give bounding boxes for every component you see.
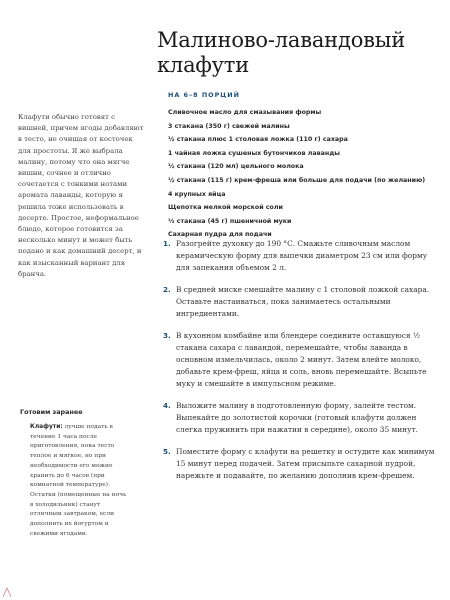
step-number: 4.	[163, 401, 171, 410]
ingredient-item: 1 чайная ложка сушеных бутончиков лаванды	[168, 149, 340, 157]
step-item	[163, 400, 438, 436]
step-text: В средней миске смешайте малину с 1 столовой ложкой сахара. Оставьте настаиваться, пока занимаетесь остальными ингредиентами.	[176, 285, 430, 318]
step-number: 3.	[163, 331, 171, 340]
step-text: Выложите малину в подготовленную форму, залейте тестом. Выпекайте до золотистой корочки (готовый клафути должен слегка пружинить при нажатии в середине), около 35 минут.	[176, 401, 418, 434]
ingredient-list	[168, 109, 430, 245]
title-line: Малиново-лавандовый	[157, 28, 406, 52]
step-list	[163, 238, 438, 482]
servings-label: НА 6–8 ПОРЦИЙ	[168, 91, 240, 99]
ingredient-item: ½ стакана (115 г) крем-фреша или больше для подачи (по желанию)	[168, 176, 426, 184]
make-ahead-text: лучше подать в течение 1 часа после приготовления, пока тесто теплое и мягкое, но при необходимости его можно хранить до 6 часов (при комнатной температуре). Остатки (помещенные на ночь в холодильник) станут отличным завтраком, если дополнить их йогуртом и свежими ягодами.	[30, 424, 127, 537]
ingredient-item: 3 стакана (350 г) свежей малины	[168, 122, 290, 130]
title-line: клафути	[157, 53, 249, 77]
step-item	[163, 284, 438, 320]
ingredient-item: Щепотка мелкой морской соли	[168, 204, 283, 212]
ingredient-item: ½ стакана (120 мл) цельного молока	[168, 163, 304, 171]
step-item	[163, 330, 438, 390]
corner-mark-icon	[2, 586, 12, 598]
step-text: В кухонном комбайне или блендере соедините оставшуюся ½ стакана сахара с лавандой, перемешайте, чтобы лаванда в основном измельчилась, около 2 минут. Затем влейте молоко, добавьте крем-фреш, яйца и соль, вновь перемешайте. Всыпьте муку и смешайте в импульсном режиме.	[176, 331, 427, 388]
ingredient-item: ⅓ стакана (45 г) пшеничной муки	[168, 217, 292, 225]
step-number: 1.	[163, 239, 171, 248]
make-ahead-label: Клафути:	[30, 424, 63, 430]
step-number: 5.	[163, 447, 171, 456]
ingredient-item: Сливочное масло для смазывания формы	[168, 109, 322, 116]
step-text: Поместите форму с клафути на решетку и остудите как минимум 15 минут перед подачей. Затем присыпьте сахарной пудрой, нарежьте и подавайте, по желанию дополнив крем-фрешем.	[176, 447, 435, 480]
step-item	[163, 238, 438, 274]
sidebar-intro: Клафути обычно готовят с вишней, причем ягоды добавляют в тесто, не очищая от косточек для простоты. Я же выбрала малину, потому что она мягче вишни, сочнее и отлично сочетается с тонкими нотами аромата лаванды, которую я решила тоже использовать в десерте. Простое, неформальное блюдо, которое готовится за несколько минут и может быть подано и как домашний десерт, и как изысканный вариант для бранча.	[18, 113, 144, 278]
ingredient-item: ½ стакана плюс 1 столовая ложка (110 г) сахара	[168, 136, 348, 144]
step-item	[163, 446, 438, 482]
ingredient-item: 4 крупных яйца	[168, 190, 226, 198]
step-number: 2.	[163, 285, 171, 294]
ingredient-item: Сахарная пудра для подачи	[168, 231, 272, 239]
make-ahead-note	[30, 423, 130, 539]
make-ahead-heading: Готовим заранее	[20, 408, 83, 416]
recipe-title	[157, 28, 442, 78]
step-text: Разогрейте духовку до 190 °С. Смажьте сливочным маслом керамическую форму для выпечки диаметром 23 см или форму для запекания объемом 2 л.	[176, 239, 428, 272]
